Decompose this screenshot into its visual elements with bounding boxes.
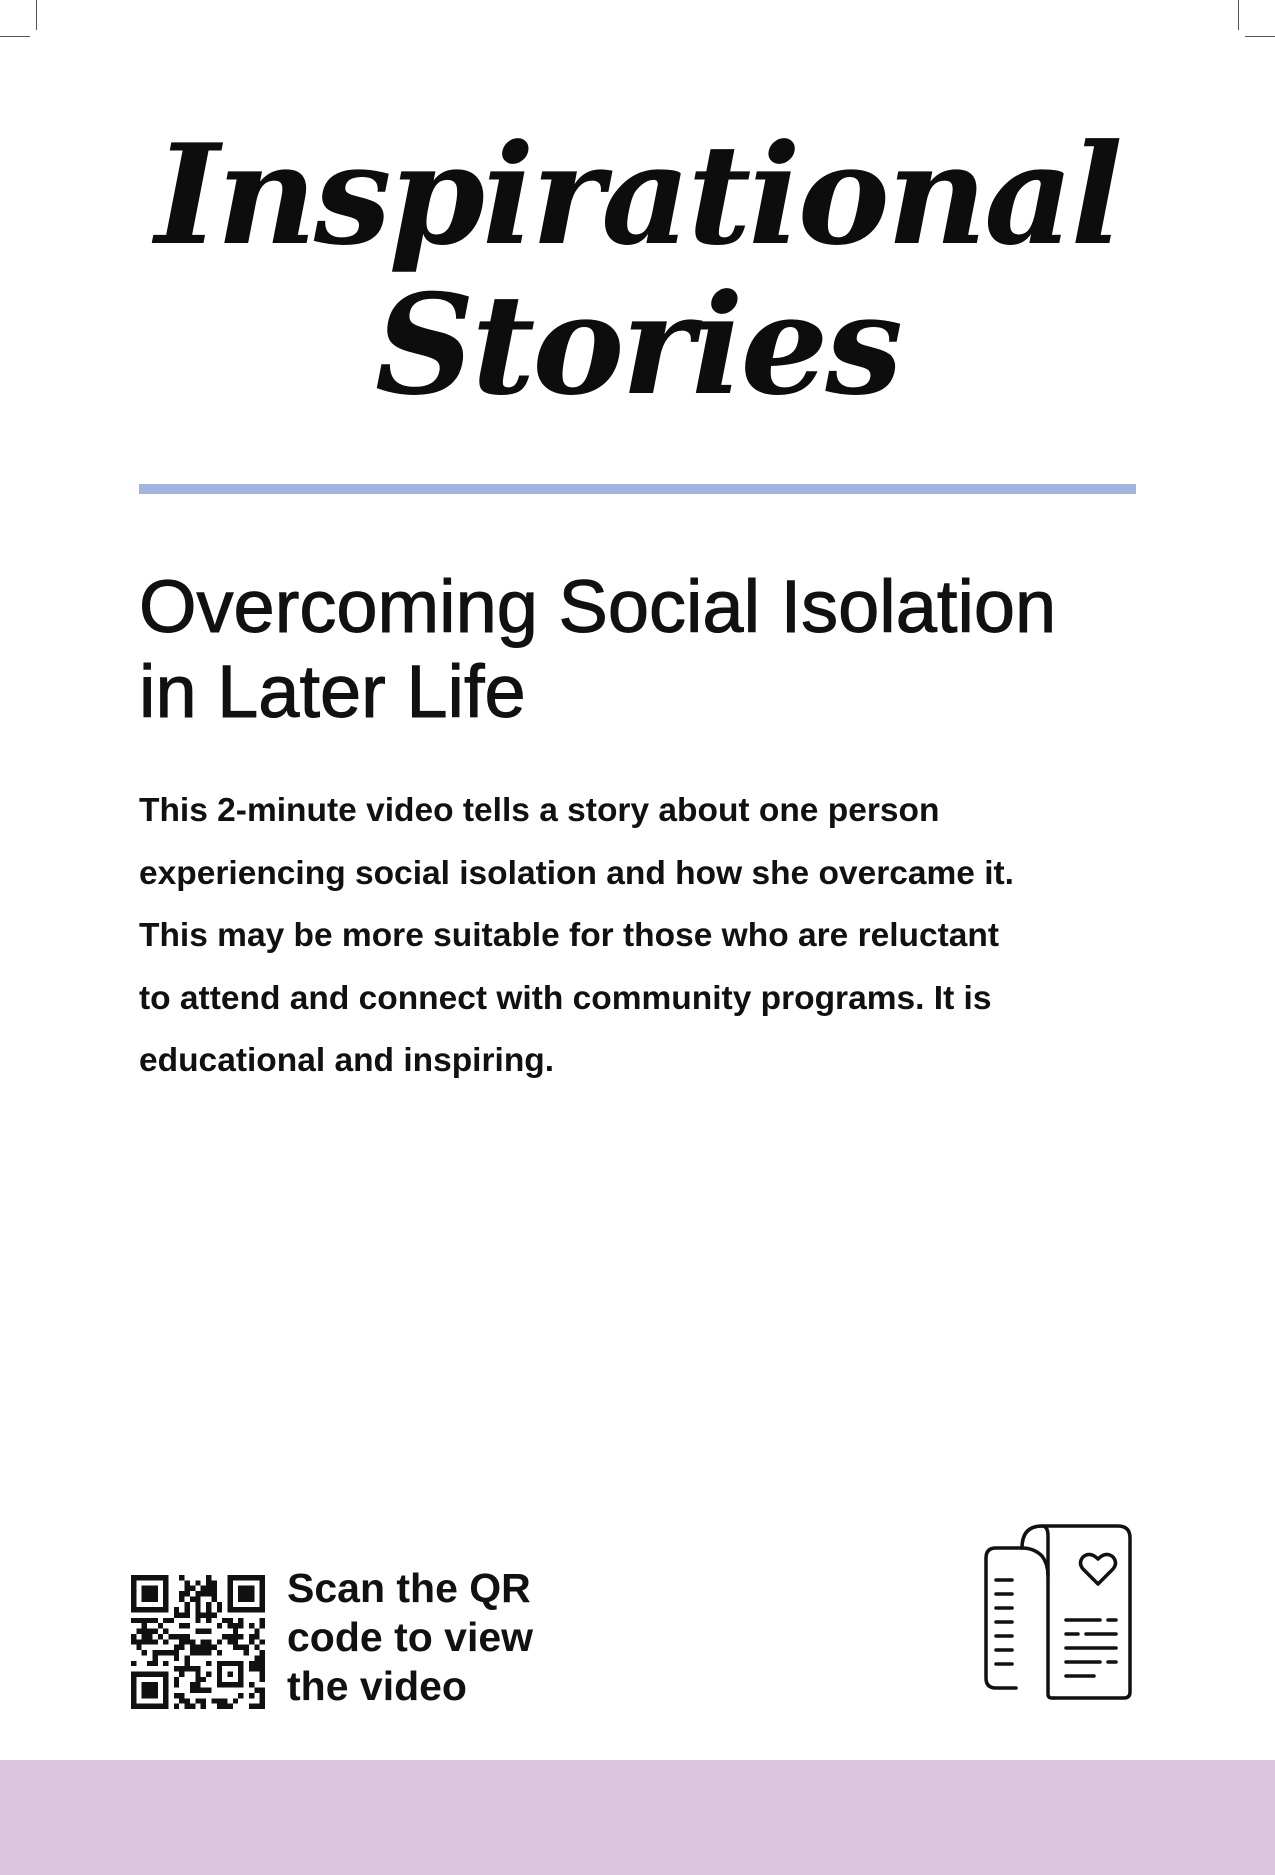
qr-caption-line: Scan the QR	[287, 1565, 531, 1611]
crop-mark	[1245, 36, 1275, 37]
storybook-heart-icon	[982, 1522, 1134, 1702]
title-line-2: Stories	[374, 263, 901, 426]
section-heading	[139, 564, 1139, 734]
page-title	[0, 113, 1275, 426]
description-line: This 2-minute video tells a story about one person	[139, 792, 940, 829]
description-line: educational and inspiring.	[139, 1042, 555, 1079]
crop-mark	[1238, 0, 1239, 30]
description-line: experiencing social isolation and how she overcame it.	[139, 854, 1014, 892]
qr-caption-line: code to view	[287, 1614, 534, 1660]
footer-band	[0, 1760, 1275, 1875]
heading-line-1: Overcoming Social Isolation	[139, 565, 1057, 648]
title-divider	[139, 484, 1136, 494]
qr-caption-line: the video	[287, 1663, 467, 1709]
crop-mark	[0, 36, 30, 37]
title-line-1: Inspirational	[154, 113, 1120, 276]
heading-line-2: in Later Life	[139, 650, 526, 733]
qr-code-icon[interactable]	[131, 1575, 265, 1709]
description-paragraph	[139, 780, 1099, 1093]
crop-mark	[36, 0, 37, 30]
qr-caption	[287, 1564, 607, 1711]
description-line: to attend and connect with community programs. It is	[139, 979, 992, 1017]
description-line: This may be more suitable for those who are reluctant	[139, 917, 1000, 954]
